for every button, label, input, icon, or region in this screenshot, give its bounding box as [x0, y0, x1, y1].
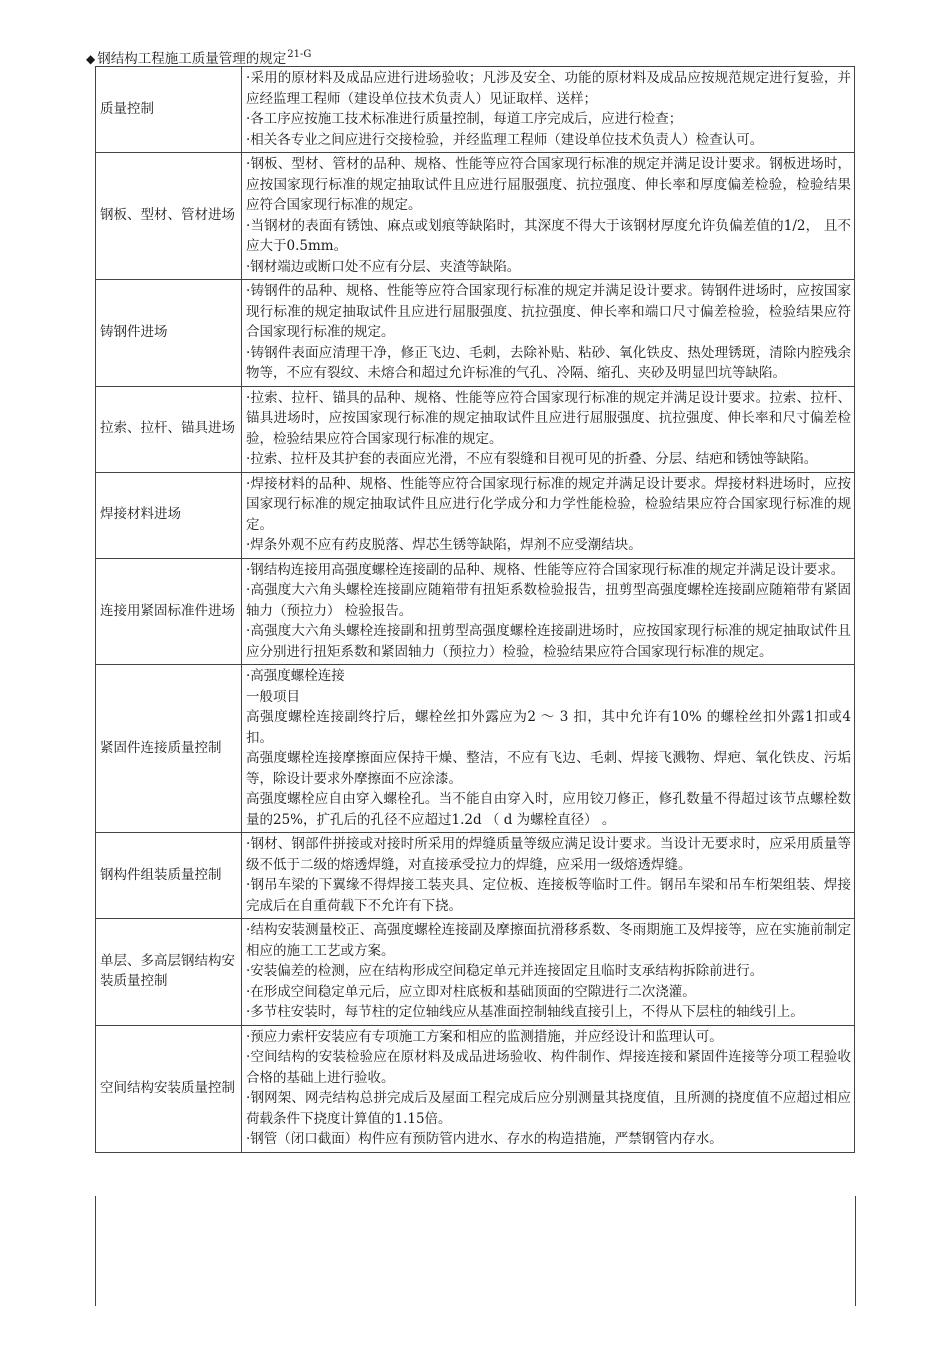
table-row: [96, 558, 855, 665]
requirement-cell: [242, 665, 855, 833]
requirement-line: ·高强度大六角头螺栓连接副和扭剪型高强度螺栓连接副进场时，应按国家现行标准的规定抽取试件且应分别进行扭矩系数和紧固轴力（预拉力）检验，检验结果应符合国家现行标准的规定。: [246, 623, 851, 660]
regulation-table: [95, 66, 855, 1153]
requirement-line: 高强度螺栓连接副终拧后，螺栓丝扣外露应为2 ～ 3 扣，其中允许有10% 的螺栓丝扣外露1扣或4扣。: [246, 709, 851, 746]
table-row: [96, 665, 855, 833]
category-cell: 拉索、拉杆、锚具进场: [96, 386, 242, 472]
category-cell: 铸钢件进场: [96, 280, 242, 387]
requirement-cell: [242, 1025, 855, 1152]
requirement-line: 高强度螺栓连接摩擦面应保持干燥、整洁，不应有飞边、毛刺、焊接飞溅物、焊疤、氧化铁皮、污垢等，除设计要求外摩擦面不应涂漆。: [246, 750, 851, 787]
requirement-line: ·高强度螺栓连接: [246, 668, 345, 684]
requirement-cell: [242, 472, 855, 558]
requirement-line: ·钢吊车梁的下翼缘不得焊接工装夹具、定位板、连接板等临时工件。钢吊车梁和吊车桁架组装、焊接完成后在自重荷载下不允许有下挠。: [246, 877, 851, 914]
requirement-line: ·当钢材的表面有锈蚀、麻点或划痕等缺陷时，其深度不得大于该钢材厚度允许负偏差值的1/2， 且不应大于0.5mm。: [246, 217, 851, 254]
requirement-line: ·预应力索杆安装应有专项施工方案和相应的监测措施，并应经设计和监理认可。: [246, 1028, 723, 1045]
table-row: [96, 386, 855, 472]
page-title-code: 21-G: [287, 49, 312, 60]
table-row: [96, 67, 855, 153]
requirement-line: ·拉索、拉杆及其护套的表面应光滑，不应有裂缝和目视可见的折叠、分层、结疤和锈蚀等缺陷。: [246, 451, 818, 467]
page-title: [86, 46, 311, 68]
requirement-line: ·钢结构连接用高强度螺栓连接副的品种、规格、性能等应符合国家现行标准的规定并满足设计要求。: [246, 561, 845, 578]
requirement-cell: [242, 558, 855, 665]
category-cell: 连接用紧固标准件进场: [96, 558, 242, 665]
requirement-line: ·钢板、型材、管材的品种、规格、性能等应符合国家现行标准的规定并满足设计要求。钢板进场时，应按国家现行标准的规定抽取试件且应进行屈服强度、抗拉强度、伸长率和厚度偏差检验，检验结果应符合国家现行标准的规定。: [246, 156, 851, 213]
requirement-line: ·在形成空间稳定单元后，应立即对柱底板和基础顶面的空隙进行二次浇灌。: [246, 983, 696, 1000]
category-cell: 质量控制: [96, 67, 242, 153]
requirement-line: ·焊接材料的品种、规格、性能等应符合国家现行标准的规定并满足设计要求。焊接材料进场时，应按国家现行标准的规定抽取试件且应进行化学成分和力学性能检验，检验结果应符合国家现行标准的规定。: [246, 475, 851, 533]
requirement-cell: [242, 386, 855, 472]
requirement-line: ·拉索、拉杆、锚具的品种、规格、性能等应符合国家现行标准的规定并满足设计要求。拉索、拉杆、锚具进场时，应按国家现行标准的规定抽取试件且应进行屈服强度、抗拉强度、伸长率和尺寸偏差检验，检验结果应符合国家现行标准的规定。: [246, 389, 851, 447]
requirement-cell: [242, 280, 855, 387]
requirement-line: 一般项目: [246, 688, 300, 705]
category-cell: 紧固件连接质量控制: [96, 665, 242, 833]
table-row: [96, 472, 855, 558]
requirement-line: ·相关各专业之间应进行交接检验，并经监理工程师（建设单位技术负责人）检查认可。: [246, 131, 764, 148]
category-cell: 钢板、型材、管材进场: [96, 153, 242, 280]
requirement-line: ·安装偏差的检测，应在结构形成空间稳定单元并连接固定且临时支承结构拆除前进行。: [246, 963, 764, 979]
requirement-line: ·钢材、钢部件拼接或对接时所采用的焊缝质量等级应满足设计要求。当设计无要求时，应采用质量等级不低于二级的熔透焊缝，对直接承受拉力的焊缝，应采用一级熔透焊缝。: [246, 836, 851, 873]
requirement-line: ·铸钢件的品种、规格、性能等应符合国家现行标准的规定并满足设计要求。铸钢件进场时，应按国家现行标准的规定抽取试件且应进行屈服强度、抗拉强度、伸长率和端口尺寸偏差检验，检验结果应符合国家现行标准的规定。: [246, 283, 851, 340]
requirement-line: ·钢管（闭口截面）构件应有预防管内进水、存水的构造措施，严禁钢管内存水。: [246, 1131, 723, 1147]
requirement-line: ·钢网架、网壳结构总拼完成后及屋面工程完成后应分别测量其挠度值，且所测的挠度值不应超过相应荷载条件下挠度计算值的1.15倍。: [246, 1090, 851, 1127]
requirement-cell: [242, 833, 855, 919]
requirement-line: ·高强度大六角头螺栓连接副应随箱带有扭矩系数检验报告，扭剪型高强度螺栓连接副应随箱带有紧固轴力（预拉力） 检验报告。: [246, 582, 851, 619]
requirement-line: ·多节柱安装时，每节柱的定位轴线应从基准面控制轴线直接引上，不得从下层柱的轴线引上。: [246, 1004, 804, 1020]
requirement-cell: [242, 67, 855, 153]
category-cell: 单层、多高层钢结构安装质量控制: [96, 919, 242, 1026]
requirement-line: ·焊条外观不应有药皮脱落、焊芯生锈等缺陷，焊剂不应受潮结块。: [246, 537, 642, 553]
table-row: [96, 919, 855, 1026]
requirement-line: ·铸钢件表面应清理干净，修正飞边、毛刺，去除补贴、粘砂、氧化铁皮、热处理锈斑，清除内腔残余物等，不应有裂纹、未熔合和超过允许标准的气孔、冷隔、缩孔、夹砂及明显凹坑等缺陷。: [246, 344, 851, 381]
category-cell: 焊接材料进场: [96, 472, 242, 558]
table-row: [96, 280, 855, 387]
requirement-line: ·结构安装测量校正、高强度螺栓连接副及摩擦面抗滑移系数、冬雨期施工及焊接等，应在实施前制定相应的施工工艺或方案。: [246, 922, 851, 959]
table-row: [96, 1025, 855, 1152]
category-cell: 钢构件组装质量控制: [96, 833, 242, 919]
table-row: [96, 833, 855, 919]
category-cell: 空间结构安装质量控制: [96, 1025, 242, 1152]
requirement-line: ·钢材端边或断口处不应有分层、夹渣等缺陷。: [246, 258, 521, 275]
requirement-line: ·采用的原材料及成品应进行进场验收；凡涉及安全、功能的原材料及成品应按规范规定进行复验，并应经监理工程师（建设单位技术负责人）见证取样、送样；: [246, 70, 851, 107]
requirement-line: 高强度螺栓应自由穿入螺栓孔。当不能自由穿入时，应用铰刀修正，修孔数量不得超过该节点螺栓数量的25%，扩孔后的孔径不应超过1.2d （ d 为螺栓直径） 。: [246, 791, 851, 828]
diamond-bullet-icon: ◆: [86, 52, 96, 66]
requirement-line: ·空间结构的安装检验应在原材料及成品进场验收、构件制作、焊接连接和紧固件连接等分项工程验收合格的基础上进行验收。: [246, 1049, 851, 1086]
requirement-line: ·各工序应按施工技术标准进行质量控制，每道工序完成后，应进行检查；: [246, 111, 683, 127]
page-title-text: 钢结构工程施工质量管理的规定: [97, 51, 287, 67]
requirement-cell: [242, 153, 855, 280]
requirement-cell: [242, 919, 855, 1026]
empty-table-area: [95, 1196, 856, 1306]
table-row: [96, 153, 855, 280]
